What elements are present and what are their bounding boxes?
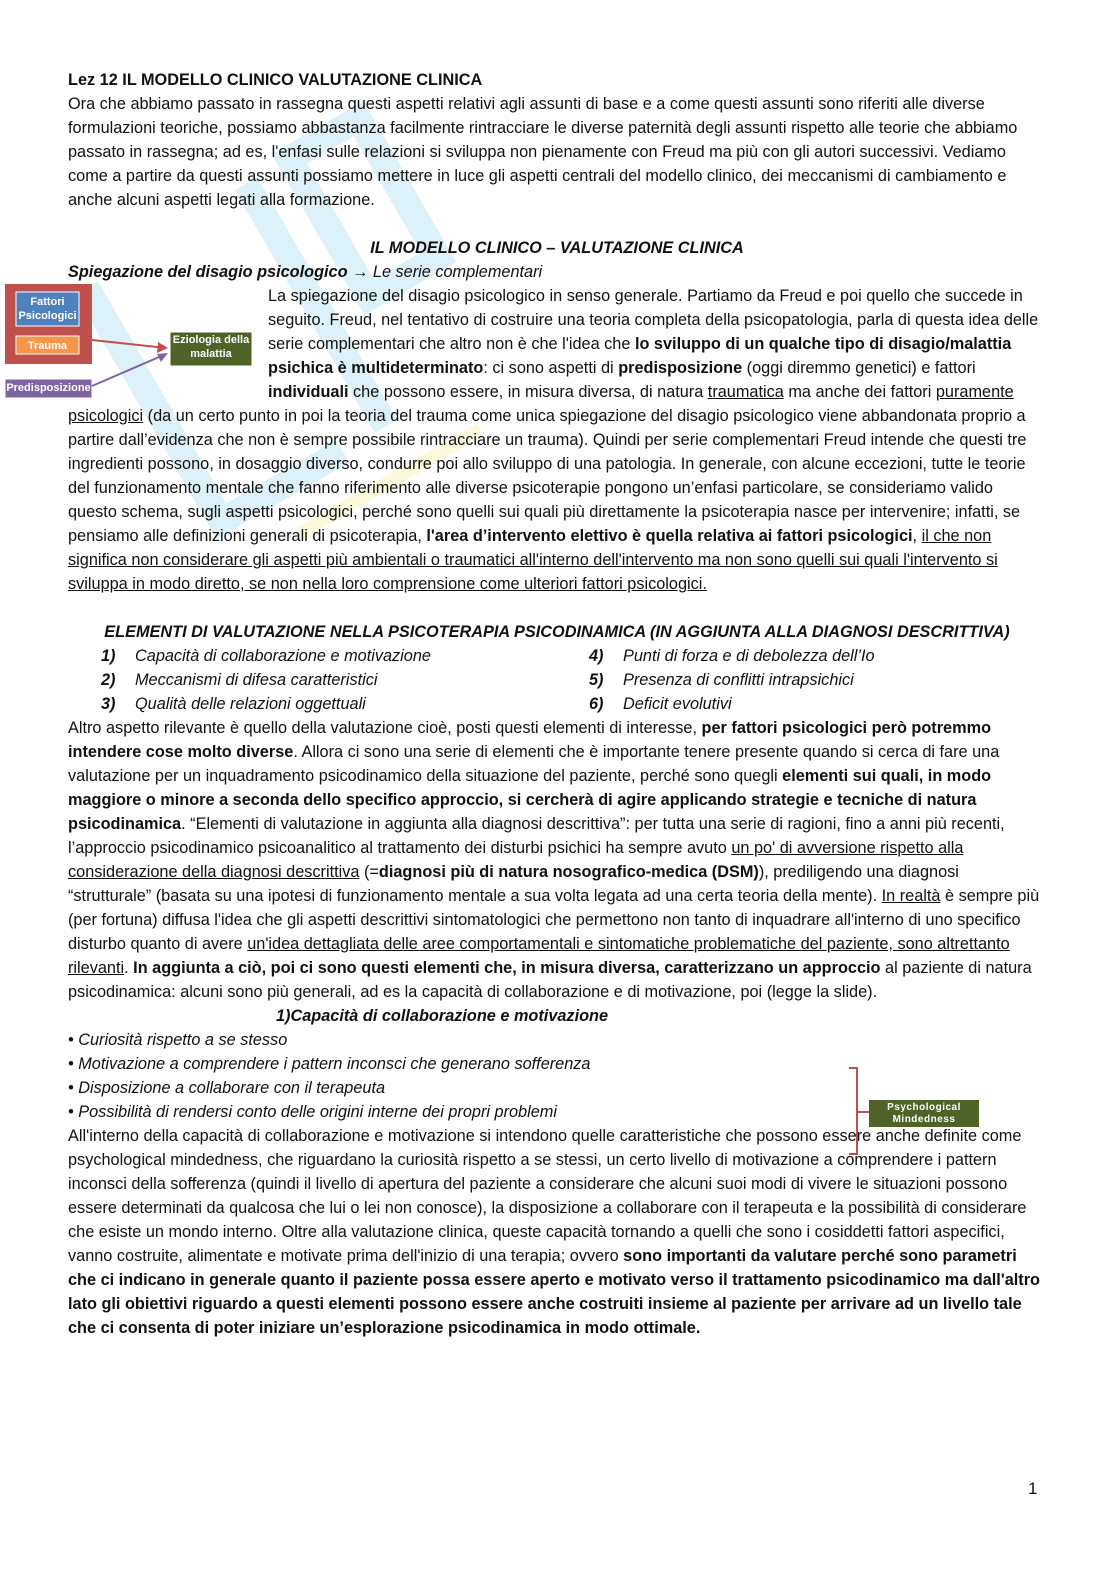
p3-b: sono importanti da valutare perché sono parametri che ci indicano in generale quanto il paziente possa essere aperto e motivato verso il trattamento psicodinamico ma dall'altro lato gli obiettivi riguardo a questi elementi possono essere anche costruiti insieme al paziente per arrivare ad un livello tale che ci consenta di poter iniziare un’esplorazione psicodinamica in modo ottimale. — [68, 1247, 1040, 1337]
p2-d: elementi sui quali, in modo maggiore o minore a seconda dello specifico approccio, si cercherà di agire applicando strategie e tecniche di natura psicodinamica — [68, 767, 992, 833]
p2-h: diagnosi più di natura nosografico-medica (DSM) — [378, 863, 759, 881]
p2-g: (= — [359, 863, 379, 881]
list-item — [101, 644, 589, 668]
p2-l: un'idea dettagliata delle aree comportamentali e sintomatiche problematiche del paziente, sono altrettanto rilevanti — [68, 935, 1010, 977]
psychological-mindedness-label: Psychological Mindedness — [887, 1102, 961, 1125]
lesson-title: Lez 12 IL MODELLO CLINICO VALUTAZIONE CLINICA — [68, 71, 483, 89]
list-item — [589, 644, 1039, 668]
item-text: Capacità di collaborazione e motivazione — [135, 647, 431, 665]
list-item — [101, 692, 589, 716]
item-text: Punti di forza e di debolezza dell’Io — [623, 647, 875, 665]
p1-e: (oggi diremmo genetici) e fattori — [742, 359, 976, 377]
bullet-item: • Disposizione a collaborare con il terapeuta — [68, 1079, 386, 1097]
p2-e: . “Elementi di valutazione in aggiunta alla diagnosi descrittiva”: per tutta una serie di ragioni, fino a anni più recenti, l’approccio psicodinamico psicoanalitico al trattamento dei disturbi psichici ha sempre avuto — [68, 815, 1005, 857]
p1-h: traumatica — [707, 383, 784, 401]
arrow-icon: → — [352, 263, 369, 281]
item-text: Presenza di conflitti intrapsichici — [623, 671, 854, 689]
p1-i: ma anche dei fattori — [783, 383, 936, 401]
page-number: 1 — [1028, 1479, 1038, 1498]
list-item — [589, 692, 1039, 716]
capacita-title: 1)Capacità di collaborazione e motivazione — [276, 1007, 609, 1025]
bullet-item: • Curiosità rispetto a se stesso — [68, 1031, 288, 1049]
item-number: 6) — [589, 695, 604, 713]
item-text: Meccanismi di difesa caratteristici — [135, 671, 378, 689]
psychological-mindedness-paragraph — [68, 1124, 1046, 1340]
fattori-psicologici-label: Fattori Psicologici — [18, 296, 77, 322]
p1-f: individuali — [268, 383, 349, 401]
p1-k: (da un certo punto in poi la teoria del trauma come unica spiegazione del disagio psicologico viene abbandonata proprio a partire dall’evidenza che non è sempre possibile rintracciare un trauma). Quindi per serie complementari Freud intende che questi tre ingredienti possono, in dosaggio diverso, condurre poi allo sviluppo di una patologia. In generale, con alcune eccezioni, tutte le teorie del funzionamento mentale che fanno riferimento alle diverse psicoterapie pongono un’enfasi particolare, se consideriamo valido questo schema, sugli aspetti psicologici, perché sono quelli sui quali più direttamente la psicoterapia nasce per intervenire; infatti, se pensiamo alle definizioni generali di psicoterapia, — [68, 407, 1027, 545]
bullet-item: • Possibilità di rendersi conto delle origini interne dei propri problemi — [68, 1103, 557, 1121]
elements-title: ELEMENTI DI VALUTAZIONE NELLA PSICOTERAPIA PSICODINAMICA (IN AGGIUNTA ALLA DIAGNOSI DESCRITTIVA) — [104, 623, 1010, 641]
item-text: Qualità delle relazioni oggettuali — [135, 695, 366, 713]
list-item — [589, 668, 1039, 692]
subheading-bold: Spiegazione del disagio psicologico — [68, 263, 348, 281]
p1-a: La spiegazione del disagio psicologico in senso generale. Partiamo da Freud e poi quello che succede in seguito. Freud, nel tentativo di costruire una teoria completa della psicopatologia, parla di questa idea delle serie complementari che altro non è che l'idea che — [268, 287, 1039, 353]
p1-n: il che non significa non considerare gli aspetti più ambientali o traumatici all'interno dell'intervento ma non sono quelli sui quali l'intervento si sviluppa in modo diretto, se non nella loro comprensione come ulteriori fattori psicologici. — [68, 527, 998, 593]
section-title: IL MODELLO CLINICO – VALUTAZIONE CLINICA — [370, 239, 744, 257]
item-number: 3) — [101, 695, 116, 713]
subheading-rest: Le serie complementari — [372, 263, 543, 281]
p1-l: l'area d’intervento elettivo è quella relativa ai fattori psicologici — [426, 527, 913, 545]
p1-j: puramente psicologici — [68, 383, 1014, 425]
trauma-label: Trauma — [27, 340, 68, 352]
capacita-bullets — [68, 1028, 1046, 1124]
p1-d: predisposizione — [618, 359, 743, 377]
item-number: 2) — [101, 671, 116, 689]
p2-k: è sempre più (per fortuna) diffusa l'idea che gli aspetti descrittivi sintomatologici che permettono non tanto di inquadrare all'interno di uno specifico disturbo quanto di avere — [68, 887, 1040, 953]
p2-a: Altro aspetto rilevante è quello della valutazione cioè, posti questi elementi di interesse, — [68, 719, 702, 737]
p2-m: . — [124, 959, 134, 977]
eziologia-label: Eziologia della malattia — [172, 334, 250, 360]
list-item — [101, 668, 589, 692]
item-number: 4) — [589, 647, 604, 665]
p1-m: , — [912, 527, 922, 545]
document-body — [68, 68, 1046, 1340]
p1-c: : ci sono aspetti di — [483, 359, 619, 377]
predisposizione-label: Predisposizione — [6, 382, 91, 394]
item-number: 1) — [101, 647, 116, 665]
p2-f: un po' di avversione rispetto alla considerazione della diagnosi descrittiva — [68, 839, 964, 881]
p3-a: All'interno della capacità di collaborazione e motivazione si intendono quelle caratteristiche che possono essere anche definite come psychological mindedness, che riguardano la curiosità rispetto a se stessi, un certo livello di motivazione a comprendere i pattern inconsci della sofferenza (quindi il livello di apertura del paziente a considerare che alcuni suoi modi di vivere le situazioni possono essere determinati da qualcosa che lui o lei non conosce), la disposizione a collaborare con il terapeuta e la possibilità di considerare che esiste un mondo interno. Oltre alla valutazione clinica, queste capacità tornando a quelli che sono i cosiddetti fattori aspecifici, vanno costruite, alimentate e motivate prima dell'inizio di una terapia; ovvero — [68, 1127, 1027, 1265]
p2-c: . Allora ci sono una serie di elementi che è importante tenere presente quando si cerca di fare una valutazione per un inquadramento psicodinamico della situazione del paziente, perché sono quegli — [68, 743, 1000, 785]
item-number: 5) — [589, 671, 604, 689]
item-text: Deficit evolutivi — [623, 695, 732, 713]
p2-j: In realtà — [881, 887, 941, 905]
serie-complementari-paragraph — [68, 284, 1046, 596]
subheading — [68, 260, 1046, 284]
p2-o: al paziente di natura psicodinamica: alcuni sono più generali, ad es la capacità di collaborazione e di motivazione, poi (legge la slide). — [68, 959, 1032, 1001]
intro-paragraph: Ora che abbiamo passato in rassegna questi aspetti relativi agli assunti di base e a come questi assunti sono riferiti alle diverse formulazioni teoriche, possiamo abbastanza facilmente rintracciare le diverse paternità degli assunti rispetto alle teorie che abbiamo passato in rassegna; ad es, l'enfasi sulle relazioni si sviluppa non pienamente con Freud ma più con gli autori successivi. Vediamo come a partire da questi assunti possiamo mettere in luce gli aspetti centrali del modello clinico, dei meccanismi di cambiamento e anche alcuni aspetti legati alla formazione. — [68, 95, 1018, 209]
valutazione-paragraph — [68, 716, 1046, 1004]
diagram-spacer — [68, 284, 268, 404]
p2-i: ), prediligendo una diagnosi “strutturale” (basata su una ipotesi di funzionamento mentale a sua volta legata ad una certa teoria della mente). — [68, 863, 959, 905]
p1-b: lo sviluppo di un qualche tipo di disagio/malattia psichica è multideterminato — [268, 335, 1012, 377]
elements-list — [68, 644, 1046, 716]
bullet-item: • Motivazione a comprendere i pattern inconsci che generano sofferenza — [68, 1055, 591, 1073]
p2-b: per fattori psicologici però potremmo intendere cose molto diverse — [68, 719, 992, 761]
p2-n: In aggiunta a ciò, poi ci sono questi elementi che, in misura diversa, caratterizzano un approccio — [133, 959, 881, 977]
p1-g: che possono essere, in misura diversa, di natura — [348, 383, 708, 401]
